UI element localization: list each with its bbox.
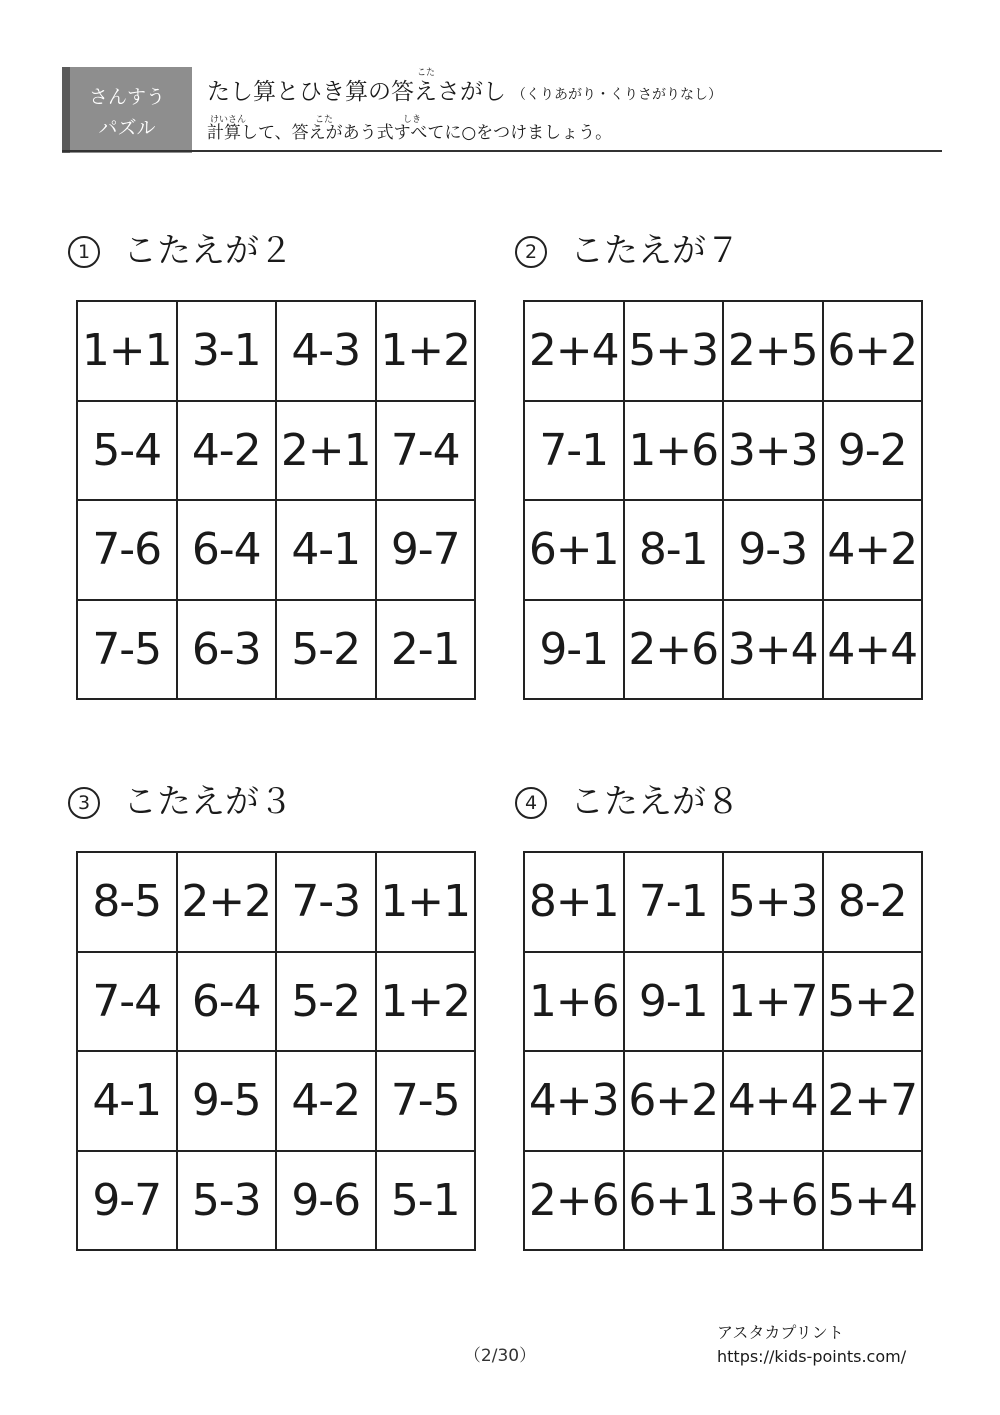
puzzle-1-cell[interactable]: 1+2 (377, 302, 477, 402)
puzzle-1-cell[interactable]: 7-6 (78, 501, 178, 601)
puzzle-3-cell[interactable]: 9-6 (277, 1152, 377, 1252)
puzzle-4-cell[interactable]: 4+3 (525, 1052, 625, 1152)
puzzle-2-cell[interactable]: 2+6 (625, 601, 725, 701)
puzzle-1-cell[interactable]: 4-2 (178, 402, 278, 502)
puzzle-2-cell[interactable]: 8-1 (625, 501, 725, 601)
instruction-text: 計算して、答えがあう式すべてに○をつけましょう。 (207, 123, 613, 143)
puzzle-1-cell[interactable]: 7-5 (78, 601, 178, 701)
puzzle-1-number-circle: 1 (68, 236, 100, 268)
puzzle-3-cell[interactable]: 5-1 (377, 1152, 477, 1252)
puzzle-1-cell[interactable]: 2-1 (377, 601, 477, 701)
page-number: （2/30） (463, 1346, 537, 1366)
puzzle-2-number-circle: 2 (515, 236, 547, 268)
puzzle-4-cell[interactable]: 7-1 (625, 853, 725, 953)
puzzle-3-label: こたえが３ (123, 782, 293, 822)
puzzle-4-number-circle: 4 (515, 787, 547, 819)
badge-type: パズル (98, 117, 156, 139)
puzzle-4-label: こたえが８ (570, 782, 740, 822)
puzzle-2-cell[interactable]: 9-3 (724, 501, 824, 601)
puzzle-4-cell[interactable]: 5+3 (724, 853, 824, 953)
puzzle-3-cell[interactable]: 7-3 (277, 853, 377, 953)
puzzle-2-cell[interactable]: 6+1 (525, 501, 625, 601)
puzzle-4-cell[interactable]: 1+7 (724, 953, 824, 1053)
puzzle-2-cell[interactable]: 2+5 (724, 302, 824, 402)
badge-subject: さんすう (88, 86, 165, 108)
puzzle-1-cell[interactable]: 6-3 (178, 601, 278, 701)
puzzle-1-grid (76, 300, 476, 700)
puzzle-2-cell[interactable]: 1+6 (625, 402, 725, 502)
worksheet-title-row (207, 81, 722, 104)
instruction-ruby-calc: けいさん (210, 115, 247, 125)
puzzle-1-cell[interactable]: 9-7 (377, 501, 477, 601)
puzzle-3-cell[interactable]: 8-5 (78, 853, 178, 953)
puzzle-1-cell[interactable]: 6-4 (178, 501, 278, 601)
category-badge (62, 67, 192, 153)
puzzle-4-cell[interactable]: 8+1 (525, 853, 625, 953)
puzzle-2-cell[interactable]: 4+4 (824, 601, 924, 701)
puzzle-3-cell[interactable]: 5-2 (277, 953, 377, 1053)
puzzle-4-cell[interactable]: 4+4 (724, 1052, 824, 1152)
puzzle-3-cell[interactable]: 1+2 (377, 953, 477, 1053)
puzzle-3-cell[interactable]: 5-3 (178, 1152, 278, 1252)
puzzle-2-cell[interactable]: 5+3 (625, 302, 725, 402)
puzzle-3-cell[interactable]: 7-4 (78, 953, 178, 1053)
puzzle-4-cell[interactable]: 2+7 (824, 1052, 924, 1152)
puzzle-2-cell[interactable]: 2+4 (525, 302, 625, 402)
puzzle-2-grid (523, 300, 923, 700)
puzzle-3-cell[interactable]: 7-5 (377, 1052, 477, 1152)
puzzle-3-cell[interactable]: 9-7 (78, 1152, 178, 1252)
puzzle-1-cell[interactable]: 3-1 (178, 302, 278, 402)
puzzle-3-cell[interactable]: 1+1 (377, 853, 477, 953)
puzzle-3-cell[interactable]: 9-5 (178, 1052, 278, 1152)
puzzle-4-cell[interactable]: 5+2 (824, 953, 924, 1053)
puzzle-1-cell[interactable]: 1+1 (78, 302, 178, 402)
puzzle-4-cell[interactable]: 6+2 (625, 1052, 725, 1152)
instruction-ruby-answer: こた (315, 115, 334, 125)
puzzle-4-cell[interactable]: 8-2 (824, 853, 924, 953)
puzzle-2-cell[interactable]: 9-1 (525, 601, 625, 701)
site-url-link[interactable]: https://kids-points.com/ (717, 1347, 907, 1366)
puzzle-3-cell[interactable]: 2+2 (178, 853, 278, 953)
puzzle-1-cell[interactable]: 5-2 (277, 601, 377, 701)
instruction-ruby-formula: しき (403, 115, 422, 125)
puzzle-4-cell[interactable]: 2+6 (525, 1152, 625, 1252)
puzzle-3-cell[interactable]: 6-4 (178, 953, 278, 1053)
puzzle-1-cell[interactable]: 5-4 (78, 402, 178, 502)
puzzle-1-cell[interactable]: 2+1 (277, 402, 377, 502)
puzzle-3-number-circle: 3 (68, 787, 100, 819)
title-ruby-answer: こた (417, 68, 436, 78)
puzzle-2-cell[interactable]: 9-2 (824, 402, 924, 502)
puzzle-4-cell[interactable]: 6+1 (625, 1152, 725, 1252)
puzzle-2-label: こたえが７ (570, 231, 740, 271)
puzzle-1-cell[interactable]: 4-1 (277, 501, 377, 601)
worksheet-title: たし算とひき算の答えさがし (207, 79, 506, 105)
worksheet-title-note: （くりあがり・くりさがりなし） (512, 87, 722, 103)
puzzle-2-cell[interactable]: 7-1 (525, 402, 625, 502)
puzzle-2-cell[interactable]: 3+3 (724, 402, 824, 502)
puzzle-3-grid (76, 851, 476, 1251)
puzzle-4-grid (523, 851, 923, 1251)
puzzle-3-cell[interactable]: 4-2 (277, 1052, 377, 1152)
puzzle-4-cell[interactable]: 5+4 (824, 1152, 924, 1252)
publisher-name: アスタカプリント (717, 1323, 844, 1342)
puzzle-2-cell[interactable]: 4+2 (824, 501, 924, 601)
header-divider (62, 150, 942, 152)
puzzle-3-cell[interactable]: 4-1 (78, 1052, 178, 1152)
puzzle-2-cell[interactable]: 6+2 (824, 302, 924, 402)
puzzle-1-label: こたえが２ (123, 231, 293, 271)
puzzle-4-cell[interactable]: 9-1 (625, 953, 725, 1053)
puzzle-4-cell[interactable]: 1+6 (525, 953, 625, 1053)
puzzle-4-cell[interactable]: 3+6 (724, 1152, 824, 1252)
puzzle-1-cell[interactable]: 7-4 (377, 402, 477, 502)
puzzle-2-cell[interactable]: 3+4 (724, 601, 824, 701)
puzzle-1-cell[interactable]: 4-3 (277, 302, 377, 402)
